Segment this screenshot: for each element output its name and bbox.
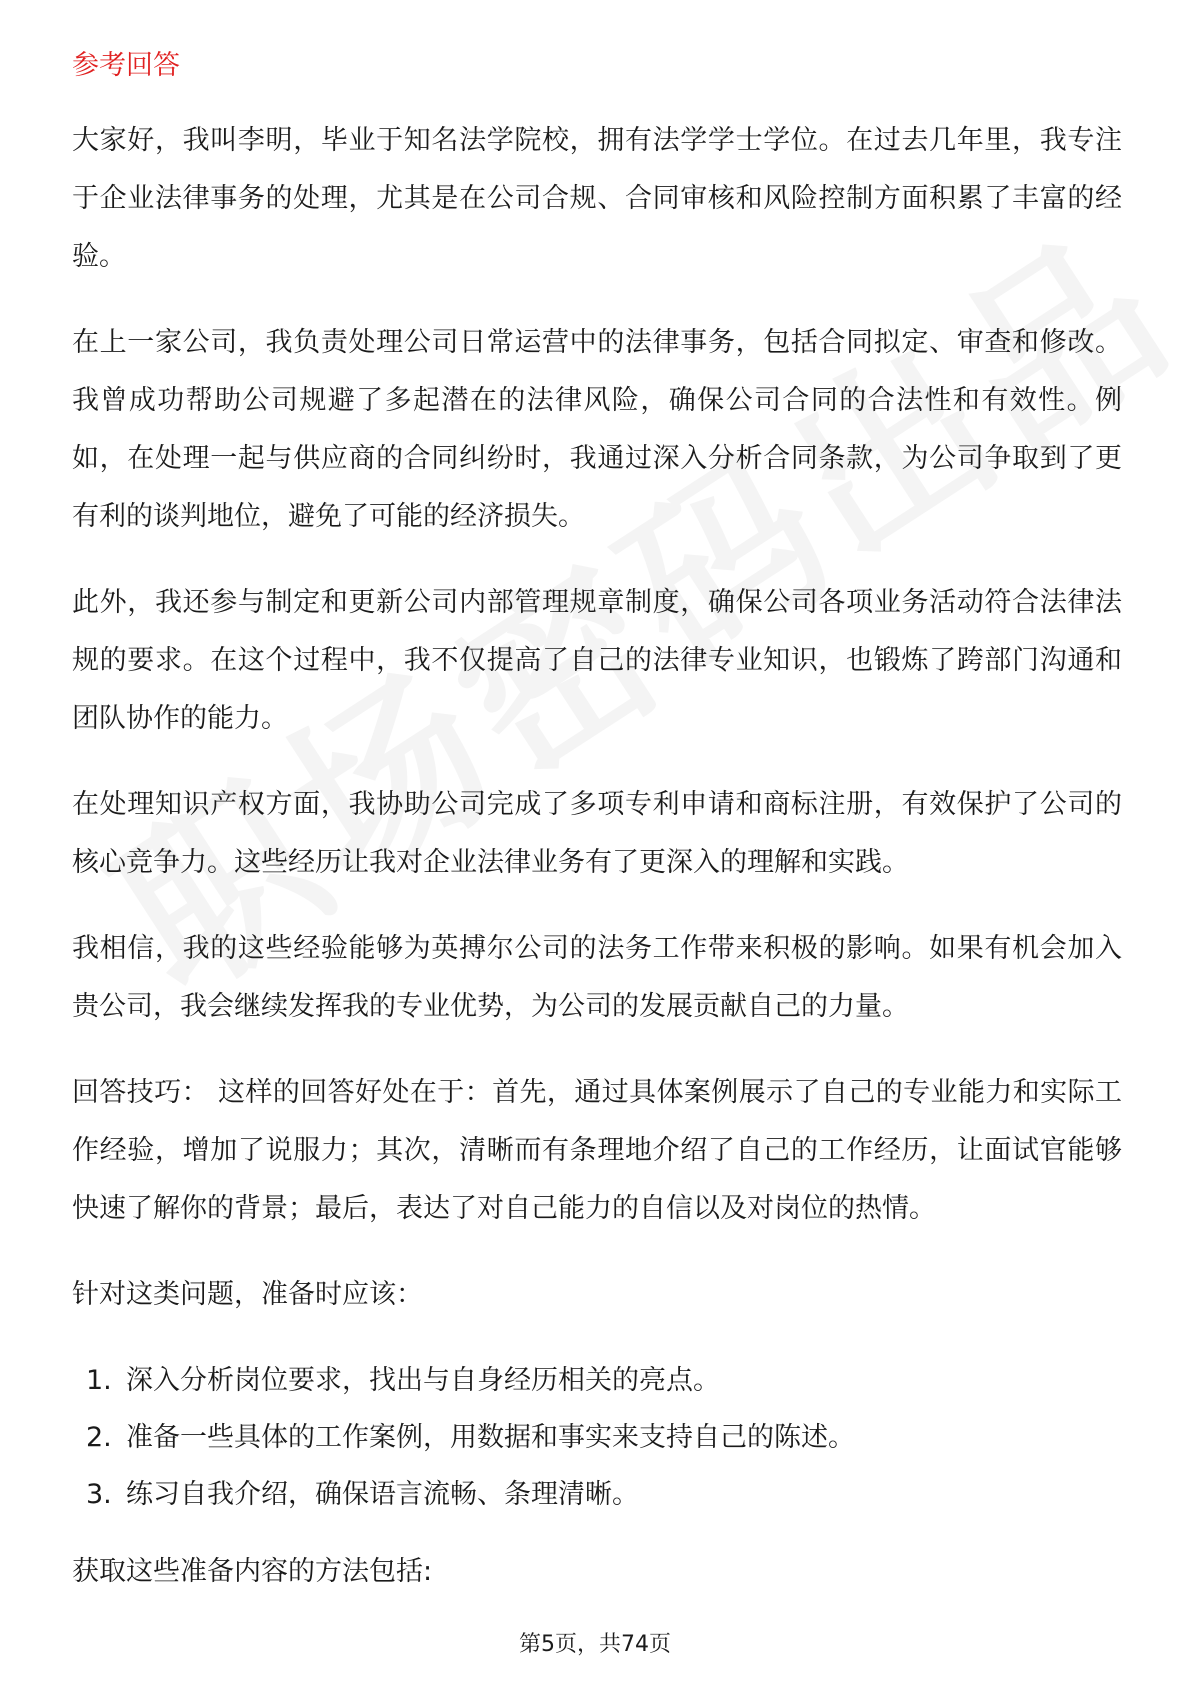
paragraph-closing: 获取这些准备内容的方法包括:	[72, 1556, 433, 1587]
paragraph-previous-job: 在上一家公司，我负责处理公司日常运营中的法律事务，包括合同拟定、审查和修改。我曾成功帮助公司规避了多起潜在的法律风险，确保公司合同的合法性和有效性。例如，在处理一起与供应商的合同纠纷时，我通过深入分析合同条款，为公司争取到了更有利的谈判地位，避免了可能的经济损失。	[72, 327, 1122, 532]
paragraph-tips: 回答技巧： 这样的回答好处在于：首先，通过具体案例展示了自己的专业能力和实际工作经验，增加了说服力；其次，清晰而有条理地介绍了自己的工作经历，让面试官能够快速了解你的背景；最后，表达了对自己能力的自信以及对岗位的热情。	[72, 1077, 1122, 1224]
section-heading: 参考回答	[72, 50, 180, 81]
list-text: 练习自我介绍，确保语言流畅、条理清晰。	[126, 1479, 639, 1510]
list-text: 深入分析岗位要求，找出与自身经历相关的亮点。	[126, 1365, 720, 1396]
page-footer: 第5页，共74页	[519, 1632, 671, 1657]
paragraph-regulations: 此外，我还参与制定和更新公司内部管理规章制度，确保公司各项业务活动符合法律法规的要求。在这个过程中，我不仅提高了自己的法律专业知识，也锻炼了跨部门沟通和团队协作的能力。	[72, 587, 1122, 734]
paragraph-ip: 在处理知识产权方面，我协助公司完成了多项专利申请和商标注册，有效保护了公司的核心竞争力。这些经历让我对企业法律业务有了更深入的理解和实践。	[72, 789, 1122, 878]
list-number: 2.	[86, 1422, 112, 1453]
list-number: 1.	[86, 1365, 112, 1396]
list-text: 准备一些具体的工作案例，用数据和事实来支持自己的陈述。	[126, 1422, 855, 1453]
list-item	[72, 1466, 1122, 1523]
paragraph-prep-intro: 针对这类问题，准备时应该：	[72, 1279, 423, 1310]
paragraph-intro: 大家好，我叫李明，毕业于知名法学院校，拥有法学学士学位。在过去几年里，我专注于企业法律事务的处理，尤其是在公司合规、合同审核和风险控制方面积累了丰富的经验。	[72, 125, 1122, 272]
prep-list	[72, 1352, 1122, 1523]
list-item	[72, 1352, 1122, 1409]
list-number: 3.	[86, 1479, 112, 1510]
paragraph-belief: 我相信，我的这些经验能够为英搏尔公司的法务工作带来积极的影响。如果有机会加入贵公司，我会继续发挥我的专业优势，为公司的发展贡献自己的力量。	[72, 933, 1122, 1022]
list-item	[72, 1409, 1122, 1466]
document-page	[72, 46, 1122, 1629]
